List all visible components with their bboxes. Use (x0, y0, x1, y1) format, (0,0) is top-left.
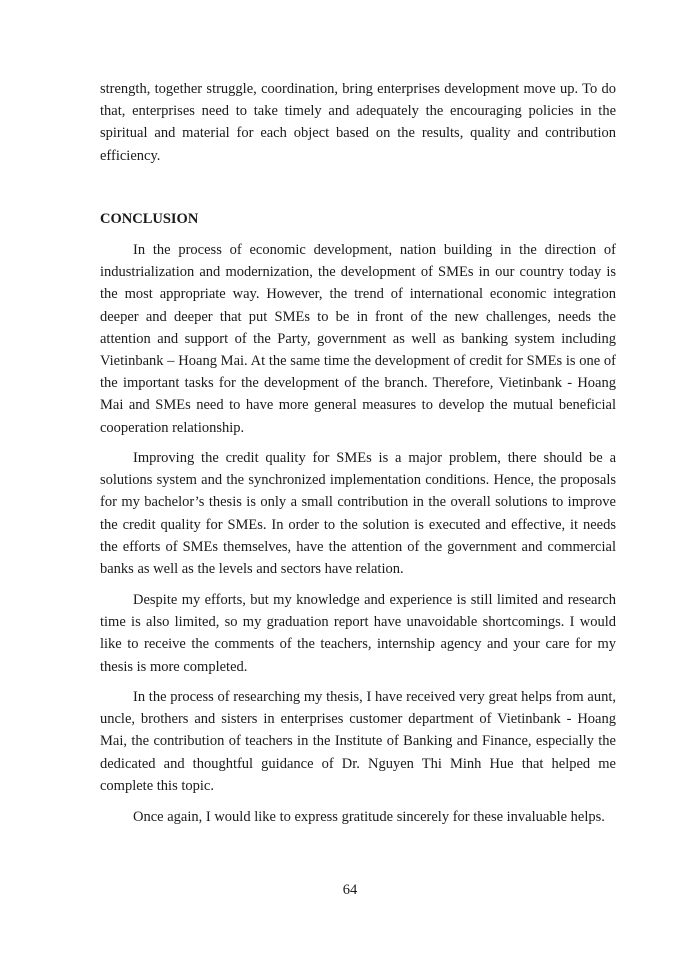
intro-paragraph: strength, together struggle, coordination, bring enterprises development move up. To do that, enterprises need to take timely and adequately the encouraging policies in the spiritual and material for each object based on the results, quality and contribution efficiency. (100, 81, 616, 164)
conclusion-paragraph-3: Despite my efforts, but my knowledge and experience is still limited and research time is also limited, so my graduation report have unavoidable shortcomings. I would like to receive the comments of the teachers, internship agency and your care for my thesis is more completed. (100, 592, 616, 675)
conclusion-paragraph-4: In the process of researching my thesis, I have received very great helps from aunt, uncle, brothers and sisters in enterprises customer department of Vietinbank - Hoang Mai, the contribution of teachers in the Institute of Banking and Finance, especially the dedicated and thoughtful guidance of Dr. Nguyen Thi Minh Hue that helped me complete this topic. (100, 689, 616, 794)
conclusion-paragraph-1: In the process of economic development, nation building in the direction of industrialization and modernization, the development of SMEs in our country today is the most appropriate way. However, the trend of international economic integration deeper and deeper that put SMEs to be in front of the new challenges, needs the attention and support of the Party, government as well as banking system including Vietinbank – Hoang Mai. At the same time the development of credit for SMEs is one of the important tasks for the development of the branch. Therefore, Vietinbank - Hoang Mai and SMEs need to have more general measures to develop the mutual beneficial cooperation relationship. (100, 242, 616, 436)
page-number: 64 (342, 882, 358, 898)
conclusion-paragraph-5: Once again, I would like to express gratitude sincerely for these invaluable helps. (133, 809, 605, 825)
conclusion-paragraph-2: Improving the credit quality for SMEs is a major problem, there should be a solutions system and the synchronized implementation conditions. Hence, the proposals for my bachelor’s thesis is only a small contribution in the overall solutions to improve the credit quality for SMEs. In order to the solution is executed and effective, it needs the efforts of SMEs themselves, have the attention of the government and commercial banks as well as the levels and sectors have relation. (100, 450, 616, 578)
section-heading: CONCLUSION (100, 211, 199, 227)
